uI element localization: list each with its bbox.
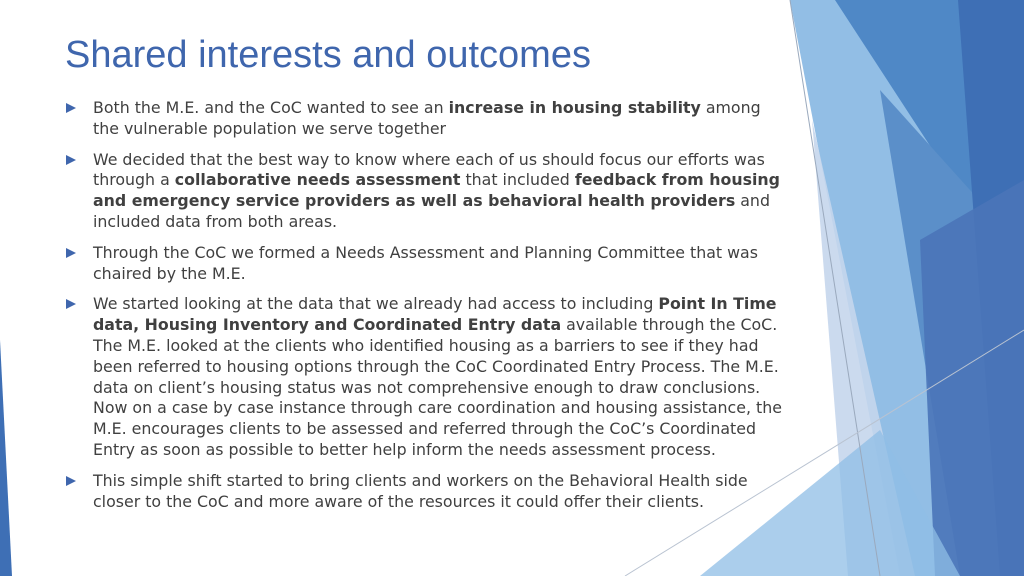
bullet-text-bold: increase in housing stability	[448, 98, 701, 117]
bullet-text: We started looking at the data that we already had access to including	[93, 294, 659, 314]
bullet-item	[62, 150, 782, 233]
bullet-text-bold: feedback from housing and emergency service providers as well as behavioral health providers	[93, 170, 780, 211]
right-triangle-arrow-icon	[66, 299, 76, 309]
bullet-text-bold: Point In Time data, Housing Inventory and Coordinated Entry data	[93, 294, 777, 335]
bullet-text: This simple shift started to bring clients and workers on the Behavioral Health side closer to the CoC and more aware of the resources it could offer their clients.	[93, 470, 748, 511]
bullet-text: Both the M.E. and the CoC wanted to see an	[93, 98, 449, 117]
bullet-text: We decided that the best way to know where each of us should focus our efforts was through a	[93, 149, 765, 190]
right-triangle-arrow-icon	[66, 155, 76, 165]
bullet-text: that included	[460, 170, 575, 190]
bullet-text: Through the CoC we formed a Needs Assessment and Planning Committee that was chaired by the M.E.	[93, 242, 758, 283]
bullet-item	[62, 243, 782, 285]
right-triangle-arrow-icon	[66, 248, 76, 258]
bullet-list	[62, 98, 782, 522]
bullet-text: among the vulnerable population we serve together	[93, 98, 761, 138]
bullet-text: available through the CoC. The M.E. looked at the clients who identified housing as a barriers to see if they had been referred to housing options through the CoC Coordinated Entry Process. The M.E. data on client’s housing status was not comprehensive enough to draw conclusions. Now on a case by case instance through care coordination and housing assistance, the M.E. encourages clients to be assessed and referred through the CoC’s Coordinated Entry as soon as possible to better help inform the needs assessment process.	[93, 315, 782, 459]
slide-title: Shared interests and outcomes	[65, 34, 591, 76]
right-triangle-arrow-icon	[66, 103, 76, 113]
bullet-text: and included data from both areas.	[93, 191, 770, 231]
bullet-item	[62, 98, 782, 140]
right-facet-accent	[920, 180, 1024, 576]
bullet-item	[62, 294, 782, 460]
left-edge-shape	[0, 340, 12, 576]
bullet-text-bold: collaborative needs assessment	[174, 170, 461, 190]
right-triangle-arrow-icon	[66, 476, 76, 486]
bullet-item	[62, 471, 782, 513]
